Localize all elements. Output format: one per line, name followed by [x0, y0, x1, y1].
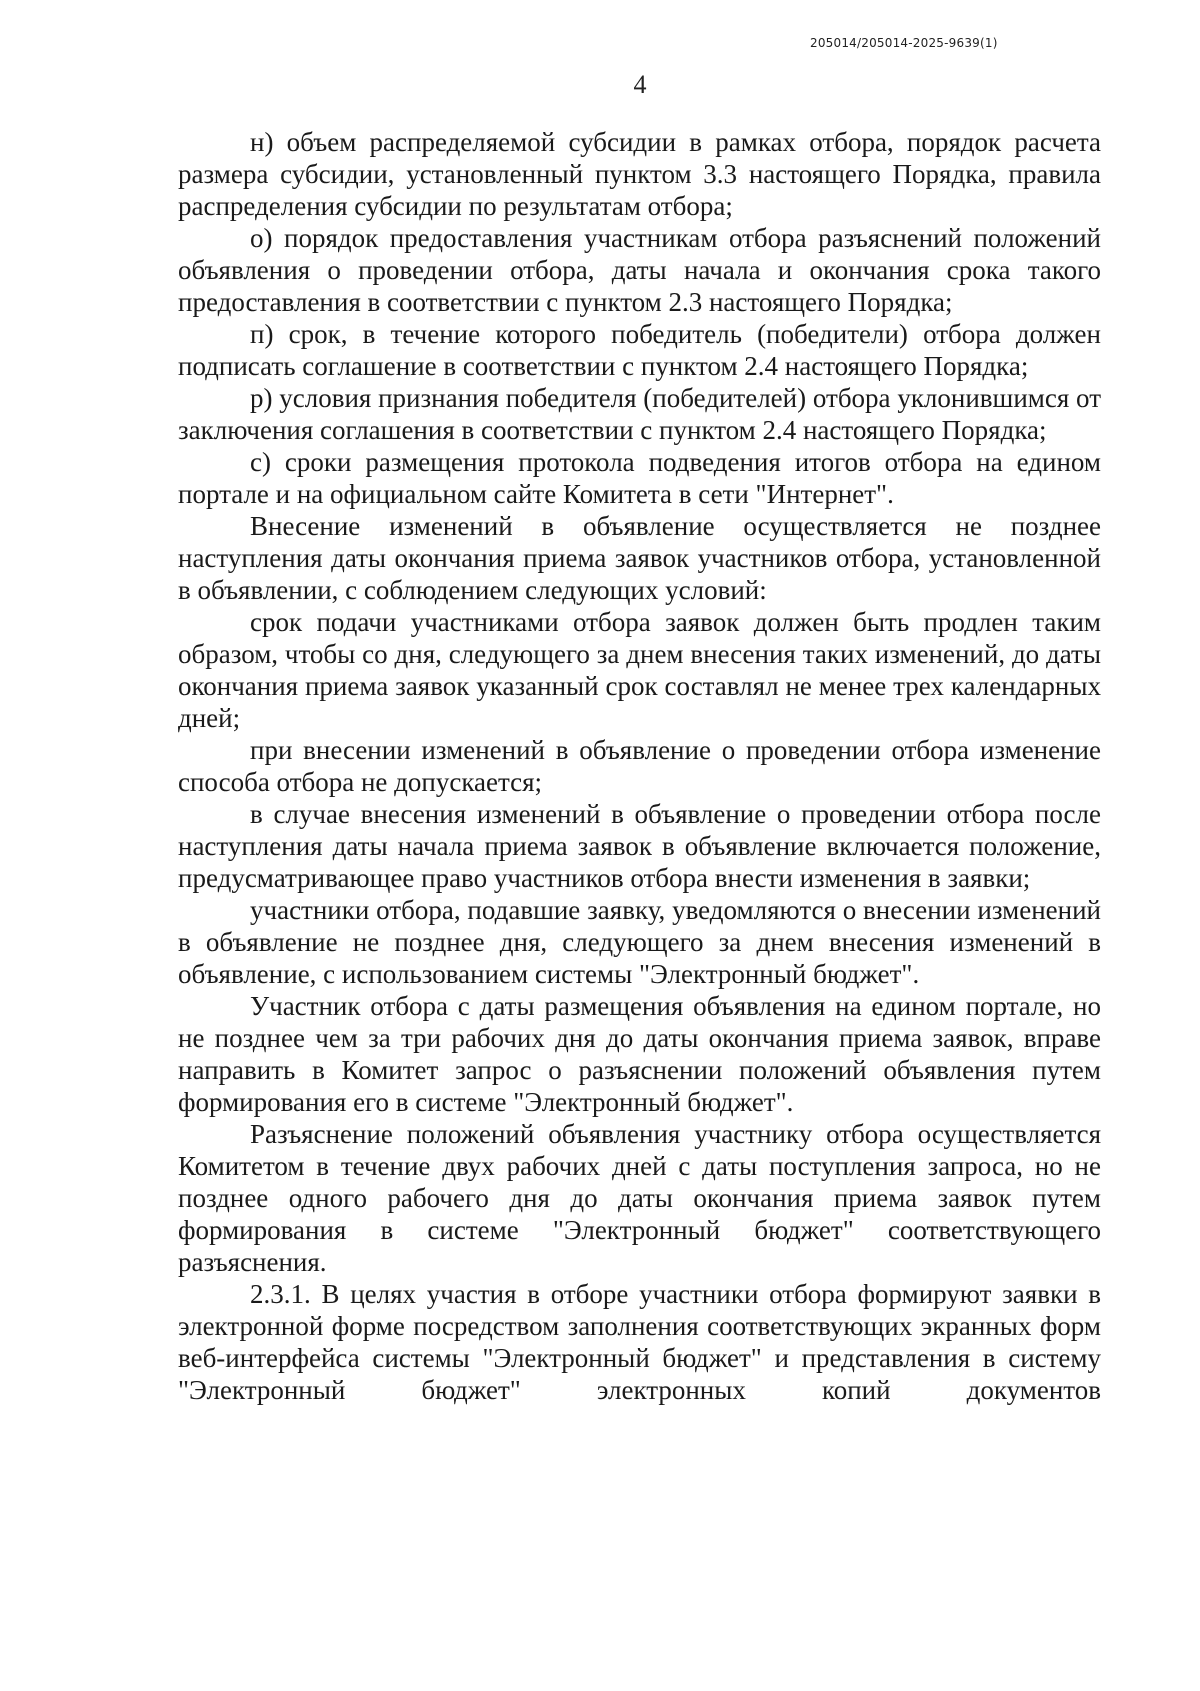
paragraph-s: с) сроки размещения протокола подведения итогов отбора на едином портале и на официальном сайте Комитета в сети "Интернет". — [178, 447, 1101, 509]
paragraph-deadline-extension: срок подачи участниками отбора заявок должен быть продлен таким образом, чтобы со дня, следующего за днем внесения таких изменений, до даты окончания приема заявок указанный срок составлял не менее трех календарных дней; — [178, 607, 1101, 733]
paragraph-clarification-response: Разъяснение положений объявления участнику отбора осуществляется Комитетом в течение двух рабочих дней с даты поступления запроса, но не позднее одного рабочего дня до даты окончания приема заявок путем формирования в системе "Электронный бюджет" соответствующего разъяснения. — [178, 1119, 1101, 1277]
document-body — [178, 126, 1101, 1406]
paragraph-n: н) объем распределяемой субсидии в рамках отбора, порядок расчета размера субсидии, установленный пунктом 3.3 настоящего Порядка, правила распределения субсидии по результатам отбора; — [178, 127, 1101, 221]
document-id: 205014/205014-2025-9639(1) — [810, 36, 998, 50]
paragraph-application-changes: в случае внесения изменений в объявление о проведении отбора после наступления даты начала приема заявок в объявление включается положение, предусматривающее право участников отбора внести изменения в заявки; — [178, 799, 1101, 893]
paragraph-2-3-1: 2.3.1. В целях участия в отборе участники отбора формируют заявки в электронной форме посредством заполнения соответствующих экранных форм веб-интерфейса системы "Электронный бюджет" и представления в систему "Электронный бюджет" электронных копий документов — [178, 1279, 1101, 1405]
paragraph-o: о) порядок предоставления участникам отбора разъяснений положений объявления о проведении отбора, даты начала и окончания срока такого предоставления в соответствии с пунктом 2.3 настоящего Порядка; — [178, 223, 1101, 317]
paragraph-method-change: при внесении изменений в объявление о проведении отбора изменение способа отбора не допускается; — [178, 735, 1101, 797]
paragraph-p: п) срок, в течение которого победитель (победители) отбора должен подписать соглашение в соответствии с пунктом 2.4 настоящего Порядка; — [178, 319, 1101, 381]
paragraph-r: р) условия признания победителя (победителей) отбора уклонившимся от заключения соглашения в соответствии с пунктом 2.4 настоящего Порядка; — [178, 383, 1101, 445]
paragraph-clarification-request: Участник отбора с даты размещения объявления на едином портале, но не позднее чем за три рабочих дня до даты окончания приема заявок, вправе направить в Комитет запрос о разъяснении положений объявления путем формирования его в системе "Электронный бюджет". — [178, 991, 1101, 1117]
paragraph-notification: участники отбора, подавшие заявку, уведомляются о внесении изменений в объявление не позднее дня, следующего за днем внесения изменений в объявление, с использованием системы "Электронный бюджет". — [178, 895, 1101, 989]
paragraph-amendments: Внесение изменений в объявление осуществляется не позднее наступления даты окончания приема заявок участников отбора, установленной в объявлении, с соблюдением следующих условий: — [178, 511, 1101, 605]
page-number: 4 — [633, 70, 647, 99]
